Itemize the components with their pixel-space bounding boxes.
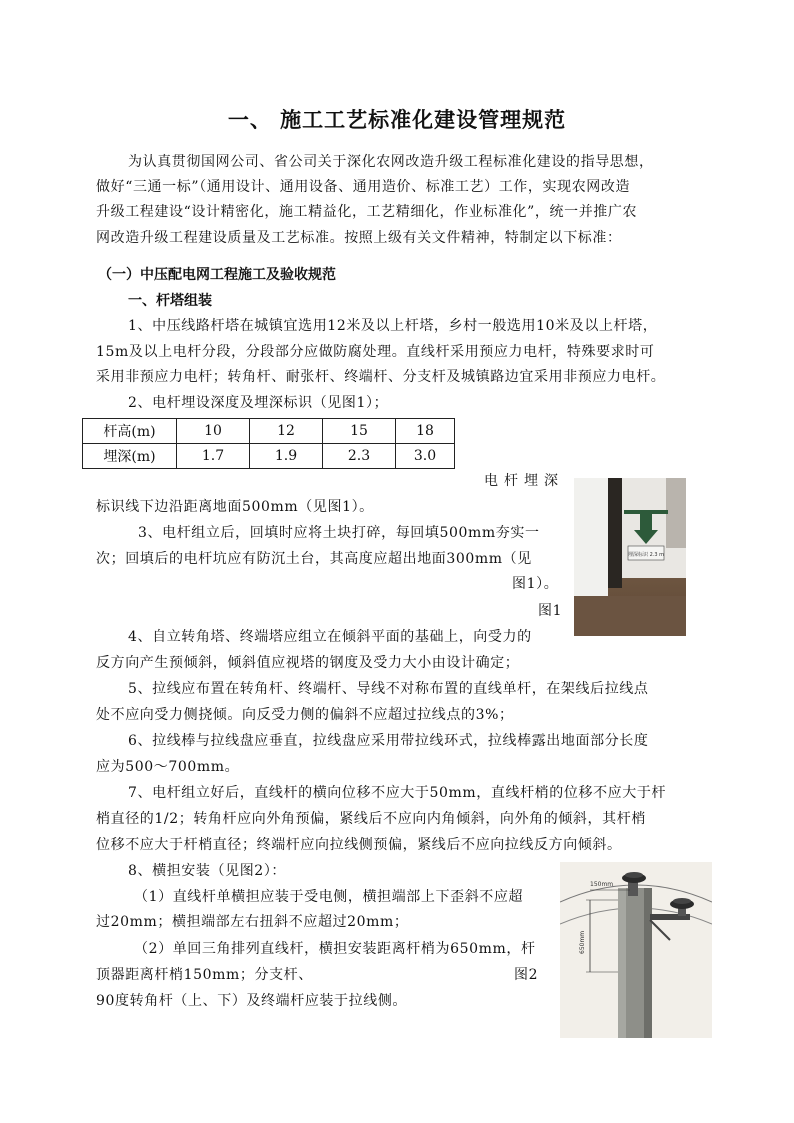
item2-text: 2、电杆埋设深度及埋深标识（见图1）； xyxy=(128,395,389,411)
item7-line-1: 7、电杆组立好后，直线杆的横向位移不应大于50mm，直线杆梢的位移不应大于杆 xyxy=(128,785,667,801)
page-title: 一、 施工工艺标准化建设管理规范 xyxy=(227,108,567,132)
item5-line-2: 处不应向受力侧挠倾。向反受力侧的偏斜不应超过拉线点的3%； xyxy=(96,707,514,723)
item4-line-2: 反方向产生预倾斜，倾斜值应视塔的钢度及受力大小由设计确定； xyxy=(96,655,520,671)
table-cell: 1.7 xyxy=(177,444,250,469)
item6-line-1: 6、拉线棒与拉线盘应垂直，拉线盘应采用带拉线环式，拉线棒露出地面部分长度 xyxy=(128,733,649,749)
item3-line-2: 次；回填后的电杆坑应有防沉土台，其高度应超出地面300mm（见 xyxy=(96,551,532,567)
figure2-dim-top: 150mm xyxy=(590,881,614,888)
intro-line-4: 网改造升级工程建设质量及工艺标准。按照上级有关文件精神，特制定以下标准： xyxy=(96,230,622,246)
item3-line-1: 3、电杆组立后，回填时应将土块打碎，每回填500mm夯实一 xyxy=(138,525,540,541)
table-cell: 埋深(m) xyxy=(83,444,177,469)
item6-line-2: 应为500～700mm。 xyxy=(96,759,240,775)
item1-line-2: 15m及以上电杆分段，分段部分应做防腐处理。直线杆采用预应力电杆，特殊要求时可 xyxy=(96,344,655,360)
figure2-caption: 图2 xyxy=(514,967,539,983)
item7-line-2: 梢直径的1/2；转角杆应向外角预偏，紧线后不应向内角倾斜，向外角的倾斜，其杆梢 xyxy=(96,811,646,827)
item3-line-3: 图1）。 xyxy=(512,576,559,592)
figure1-photo xyxy=(574,478,686,636)
figure2-dim-side: 650mm xyxy=(579,930,586,954)
table-cell: 10 xyxy=(177,419,250,444)
table-row xyxy=(83,419,455,444)
figure2-photo xyxy=(560,862,712,1038)
table-cell: 杆高(m) xyxy=(83,419,177,444)
item2-cont-a: 电杆埋深 xyxy=(484,473,564,489)
intro-line-3: 升级工程建设“设计精密化，施工精益化，工艺精细化，作业标准化”，统一并推广农 xyxy=(96,204,638,220)
table-row xyxy=(83,444,455,469)
table-cell: 12 xyxy=(250,419,323,444)
item1-line-1: 1、中压线路杆塔在城镇宜选用12米及以上杆塔，乡村一般选用10米及以上杆塔， xyxy=(128,318,658,334)
item1-line-3: 采用非预应力电杆；转角杆、耐张杆、终端杆、分支杆及城镇路边宜采用非预应力电杆。 xyxy=(96,369,666,385)
item8-text: 8、横担安装（见图2）： xyxy=(128,863,287,879)
section-heading: （一）中压配电网工程施工及验收规范 xyxy=(98,267,336,283)
item7-line-3: 位移不应大于杆梢直径；终端杆应向拉线侧预偏，紧线后不应向拉线反方向倾斜。 xyxy=(96,837,622,853)
figure1-illustration xyxy=(574,478,686,636)
item8-2-line-3: 90度转角杆（上、下）及终端杆应装于拉线侧。 xyxy=(96,993,408,1009)
item8-1-line-2: 过20mm；横担端部左右扭斜不应超过20mm； xyxy=(96,914,409,930)
item8-2-line-2: 顶器距离杆梢150mm；分支杆、 xyxy=(96,967,313,983)
intro-line-1: 为认真贯彻国网公司、省公司关于深化农网改造升级工程标准化建设的指导思想， xyxy=(128,154,654,170)
subsection-heading: 一、杆塔组装 xyxy=(128,293,212,309)
figure2-illustration xyxy=(560,862,712,1038)
table-cell: 18 xyxy=(396,419,455,444)
burial-depth-table xyxy=(82,418,455,469)
table-cell: 15 xyxy=(323,419,396,444)
table-cell: 3.0 xyxy=(396,444,455,469)
table-cell: 1.9 xyxy=(250,444,323,469)
item8-1-line-1: （1）直线杆单横担应装于受电侧，横担端部上下歪斜不应超 xyxy=(134,889,524,905)
figure1-caption: 图1 xyxy=(538,603,563,619)
item5-line-1: 5、拉线应布置在转角杆、终端杆、导线不对称布置的直线单杆，在架线后拉线点 xyxy=(128,681,649,697)
item4-line-1: 4、自立转角塔、终端塔应组立在倾斜平面的基础上，向受力的 xyxy=(128,629,532,645)
item2-cont-b: 标识线下边沿距离地面500mm（见图1）。 xyxy=(96,499,374,515)
table-cell: 2.3 xyxy=(323,444,396,469)
intro-line-2: 做好“三通一标”（通用设计、通用设备、通用造价、标准工艺）工作，实现农网改造 xyxy=(96,179,631,195)
item8-2-line-1: （2）单回三角排列直线杆，横担安装距离杆梢为650mm，杆 xyxy=(134,941,536,957)
figure1-sign-text: 埋深标识 2.3 m xyxy=(627,552,665,558)
